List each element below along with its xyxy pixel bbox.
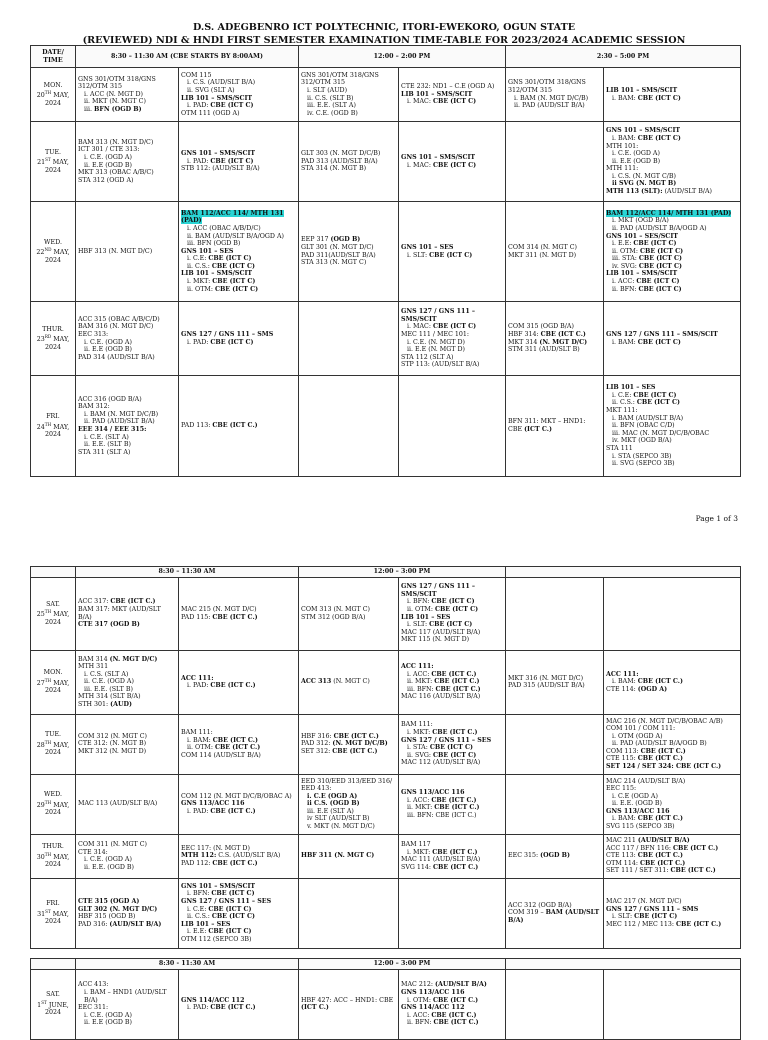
day-cell: MON. 20TH MAY, 2024 <box>31 68 76 122</box>
day-cell: THUR. 30TH MAY, 2024 <box>31 834 76 878</box>
table-row <box>31 878 741 948</box>
schedule-cell <box>506 969 604 1039</box>
schedule-cell: HBF 427: ACC – HND1: CBE (ICT C.) <box>299 969 399 1039</box>
table-row <box>31 68 741 122</box>
schedule-cell <box>506 714 604 774</box>
schedule-cell: BAM 111: i. MKT: CBE (ICT C.) GNS 127 / GNS 111 – SES i. STA: CBE (ICT C) ii. SVG: CBE (ICT C) MAC 112 (AUD/SLT B/A) <box>399 714 506 774</box>
table-row <box>31 774 741 834</box>
schedule-cell <box>299 302 399 376</box>
schedule-cell: BAM 112/ACC 114/ MTH 131 (PAD) i. MKT (OGD B/A) ii. PAD (AUD/SLT B/A/OGD A) GNS 101 – SES/SCIT i. E.E: CBE (ICT C) ii. OTM: CBE (ICT C) iii. STA: CBE (ICT C) iv. SVG: CBE (ICT C) LIB 101 – SMS/SCIT i. ACC: CBE (ICT C) ii. BFN: CBE (ICT C) <box>604 202 741 302</box>
schedule-cell: EEC 117: (N. MGT D) MTH 112: C.S. (AUD/SLT B/A) PAD 112: CBE (ICT C.) <box>179 834 299 878</box>
schedule-cell: EEP 317 (OGD B) GLT 301 (N. MGT D/C) PAD 311(AUD/SLT B/A) STA 313 (N. MGT C) <box>299 202 399 302</box>
schedule-cell: GNS 301/OTM 318/GNS 312/OTM 315 i. BAM (N. MGT D/C/B) ii. PAD (AUD/SLT B/A) <box>506 68 604 122</box>
table-row <box>31 302 741 376</box>
schedule-cell <box>399 878 506 948</box>
table-header-row <box>31 959 741 970</box>
day-cell: TUE. 21ST MAY, 2024 <box>31 122 76 202</box>
schedule-cell: ACC 313 (N. MGT C) <box>299 650 399 714</box>
schedule-cell: MAC 217 (N. MGT D/C) GNS 127 / GNS 111 – SMS i. SLT: CBE (ICT C) MEC 112 / MEC 113: CBE (ICT C.) <box>604 878 741 948</box>
schedule-cell: GNS 301/OTM 318/GNS 312/OTM 315 i. ACC (N. MGT D) ii. MKT (N. MGT C) iii. BFN (OGD B) <box>76 68 179 122</box>
schedule-cell <box>604 577 741 650</box>
schedule-cell <box>506 774 604 834</box>
schedule-cell: HBF 316: CBE (ICT C.) PAD 312: (N. MGT D/C/B) SET 312: CBE (ICT C.) <box>299 714 399 774</box>
schedule-cell: GNS 101 – SMS/SCIT i. BFN: CBE (ICT C) GNS 127 / GNS 111 – SES i. C.E: CBE (ICT C) ii. C.S.: CBE (ICT C) LIB 101 – SES i. E.E: CBE (ICT C) OTM 112 (SEPCO 3B) <box>179 878 299 948</box>
table-row <box>31 650 741 714</box>
session-3-header <box>506 959 741 970</box>
schedule-cell: ACC 315 (OBAC A/B/C/D) BAM 316 (N. MGT D/C) EEC 313: i. C.E. (OGD A) ii. E.E (OGD B) PAD 314 (AUD/SLT B/A) <box>76 302 179 376</box>
schedule-cell: MAC 215 (N. MGT D/C) PAD 115: CBE (ICT C.) <box>179 577 299 650</box>
schedule-cell: COM 311 (N. MGT C) CTE 314: i. C.E. (OGD A) ii. E.E. (OGD B) <box>76 834 179 878</box>
day-cell: FRI. 24TH MAY, 2024 <box>31 376 76 477</box>
schedule-cell: HBF 311 (N. MGT C) <box>299 834 399 878</box>
day-cell: WED. 22ND MAY, 2024 <box>31 202 76 302</box>
schedule-cell: GNS 101 – SMS/SCIT i. PAD: CBE (ICT C) STB 112: (AUD/SLT B/A) <box>179 122 299 202</box>
table-row <box>31 202 741 302</box>
schedule-cell: GNS 127 / GNS 111 – SMS i. PAD: CBE (ICT C) <box>179 302 299 376</box>
day-cell: TUE. 28TH MAY, 2024 <box>31 714 76 774</box>
schedule-cell: GNS 101 – SES i. SLT: CBE (ICT C) <box>399 202 506 302</box>
table-row <box>31 122 741 202</box>
session-3-header: 2:30 – 5:00 PM <box>506 46 741 68</box>
schedule-cell: CTE 232: ND1 – C.E (OGD A) LIB 101 – SMS/SCIT i. MAC: CBE (ICT C) <box>399 68 506 122</box>
schedule-cell: MAC 212: (AUD/SLT B/A) GNS 113/ACC 116 i. OTM: CBE (ICT C.) GNS 114/ACC 112 i. ACC: CBE (ICT C.) ii. BFN: CBE (ICT C.) <box>399 969 506 1039</box>
schedule-cell: BAM 314 (N. MGT D/C) MTH 311 i. C.S. (SLT A) ii. C.E. (OGD A) iii. E.E. (SLT B) MTH 314 (SLT B/A) STH 301: (AUD) <box>76 650 179 714</box>
schedule-cell: COM 312 (N. MGT C) CTE 312: (N. MGT B) MKT 312 (N. MGT D) <box>76 714 179 774</box>
schedule-cell: BAM 111: i. BAM: CBE (ICT C.) ii. OTM: CBE (ICT C.) COM 114 (AUD/SLT B/A) <box>179 714 299 774</box>
day-cell: MON. 27TH MAY, 2024 <box>31 650 76 714</box>
schedule-cell: GNS 101 – SMS/SCIT i. BAM: CBE (ICT C) MTH 101: i. C.E. (OGD A) ii. E.E (OGD B) MTH 111: i. C.S. (N. MGT C/B) ii SVG (N. MGT B) MTH 113 (SLT): (AUD/SLT B/A) <box>604 122 741 202</box>
page-number: Page 1 of 3 <box>695 514 738 523</box>
timetable-week-3 <box>30 958 741 1040</box>
table-row <box>31 969 741 1039</box>
table-header-row <box>31 567 741 578</box>
schedule-cell: MAC 214 (AUD/SLT B/A) EEC 115: i. C.E (OGD A) ii. E.E. (OGD B) GNS 113/ACC 116 i. BAM: CBE (ICT C.) SVG 115 (SEPCO 3B) <box>604 774 741 834</box>
schedule-cell <box>299 878 399 948</box>
schedule-cell <box>399 376 506 477</box>
schedule-cell: ACC 312 (OGD B/A) COM 319 – BAM (AUD/SLT B/A) <box>506 878 604 948</box>
schedule-cell: BAM 313 (N. MGT D/C) ICT 301 / CTE 313: i. C.E. (OGD A) ii. E.E (OGD B) MKT 313 (OBAC A/B/C) STA 312 (OGD A) <box>76 122 179 202</box>
session-2-header: 12:00 – 3:00 PM <box>299 959 506 970</box>
schedule-cell: COM 112 (N. MGT D/C/B/OBAC A) GNS 113/ACC 116 i. PAD: CBE (ICT C.) <box>179 774 299 834</box>
day-cell: FRI. 31ST MAY, 2024 <box>31 878 76 948</box>
schedule-cell: BFN 311: MKT – HND1: CBE (ICT C.) <box>506 376 604 477</box>
schedule-cell: BAM 112/ACC 114/ MTH 131 (PAD) i. ACC (OBAC A/B/D/C) ii. BAM (AUD/SLT B/A/OGD A) iii. BFN (OGD B) GNS 101 – SES i. C.E: CBE (ICT C) ii. C.S.: CBE (ICT C) LIB 101 – SMS/SCIT i. MKT: CBE (ICT C) ii. OTM: CBE (ICT C) <box>179 202 299 302</box>
timetable-title: (REVIEWED) NDI & HNDI FIRST SEMESTER EXAMINATION TIME-TABLE FOR 2023/2024 ACADEMIC SESSION <box>82 34 686 46</box>
date-time-header <box>31 567 76 578</box>
schedule-cell: PAD 113: CBE (ICT C.) <box>179 376 299 477</box>
schedule-cell: COM 115 i. C.S. (AUD/SLT B/A) ii. SVG (SLT A) LIB 101 – SMS/SCIT i. PAD: CBE (ICT C) OTM 111 (OGD A) <box>179 68 299 122</box>
timetable-week-2 <box>30 566 741 949</box>
session-1-header: 8:30 - 11:30 AM <box>76 959 299 970</box>
session-3-header <box>506 567 741 578</box>
table-header-row <box>31 46 741 68</box>
date-time-header <box>31 959 76 970</box>
schedule-cell: ACC 111: i. BAM: CBE (ICT C.) CTE 114: (OGD A) <box>604 650 741 714</box>
timetable-week-1 <box>30 45 741 477</box>
schedule-cell: GLT 303 (N. MGT D/C/B) PAD 313 (AUD/SLT B/A) STA 314 (N. MGT B) <box>299 122 399 202</box>
schedule-cell: COM 314 (N. MGT C) MKT 311 (N. MGT D) <box>506 202 604 302</box>
schedule-cell: BAM 117 i. MKT: CBE (ICT C.) MAC 111 (AUD/SLT B/A) SVG 114: CBE (ICT C.) <box>399 834 506 878</box>
schedule-cell: GNS 127 / GNS 111 – SMS/SCIT i. BAM: CBE (ICT C) <box>604 302 741 376</box>
institution-title: D.S. ADEGBENRO ICT POLYTECHNIC, ITORI-EWEKORO, OGUN STATE <box>192 22 576 33</box>
schedule-cell: LIB 101 – SMS/SCIT i. BAM: CBE (ICT C) <box>604 68 741 122</box>
schedule-cell: EED 310/EED 313/EED 316/ EED 413: i. C.E (OGD A) ii C.S. (OGD B) iii. E.E (SLT A) iv SLT (AUD/SLT B) v. MKT (N. MGT D/C) <box>299 774 399 834</box>
schedule-cell: CTE 315 (OGD A) GLT 302 (N. MGT D/C) HBF 315 (OGD B) PAD 316: (AUD/SLT B/A) <box>76 878 179 948</box>
schedule-cell: ACC 316 (OGD B/A) BAM 312: i. BAM (N. MGT D/C/B) ii. PAD (AUD/SLT B/A) EEE 314 / EEE 315: i. C.E. (SLT A) ii. E.E. (SLT B) STA 311 (SLT A) <box>76 376 179 477</box>
date-time-header: DATE/ TIME <box>31 46 76 68</box>
session-2-header: 12:00 – 3:00 PM <box>299 567 506 578</box>
schedule-cell: GNS 113/ACC 116 i. ACC: CBE (ICT C.) ii. MKT: CBE (ICT C.) iii. BFN: CBE (ICT C.) <box>399 774 506 834</box>
schedule-cell <box>506 122 604 202</box>
table-row <box>31 376 741 477</box>
day-cell: SAT. 1ST JUNE, 2024 <box>31 969 76 1039</box>
schedule-cell: GNS 127 / GNS 111 – SMS/SCIT i. BFN: CBE (ICT C) ii. OTM: CBE (ICT C) LIB 101 – SES i. SLT: CBE (ICT C) MAC 117 (AUD/SLT B/A) MKT 115 (N. MGT D) <box>399 577 506 650</box>
day-cell: SAT. 25TH MAY, 2024 <box>31 577 76 650</box>
schedule-cell <box>604 969 741 1039</box>
schedule-cell: ACC 111: i. ACC: CBE (ICT C.) ii. MKT: CBE (ICT C.) iii. BFN: CBE (ICT C.) MAC 116 (AUD/SLT B/A) <box>399 650 506 714</box>
session-2-header: 12:00 – 2:00 PM <box>299 46 506 68</box>
table-row <box>31 577 741 650</box>
schedule-cell: HBF 313 (N. MGT D/C) <box>76 202 179 302</box>
schedule-cell: MKT 316 (N. MGT D/C) PAD 315 (AUD/SLT B/A) <box>506 650 604 714</box>
schedule-cell: MAC 216 (N. MGT D/C/B/OBAC A/B) COM 101 / COM 111: i. OTM (OGD A) ii. PAD (AUD/SLT B/A/OGD B) COM 113: CBE (ICT C.) CTE 115: CBE (ICT C.) SET 124 / SET 324: CBE (ICT C.) <box>604 714 741 774</box>
schedule-cell: COM 313 (N. MGT C) STM 312 (OGD B/A) <box>299 577 399 650</box>
table-row <box>31 834 741 878</box>
document-header <box>0 0 768 47</box>
session-1-header: 8:30 – 11:30 AM <box>76 567 299 578</box>
schedule-cell: GNS 127 / GNS 111 – SMS/SCIT i. MAC: CBE (ICT C) MEC 111 / MEC 101: i. C.E. (N. MGT D) ii. E.E (N. MGT D) STA 112 (SLT A) STP 113: (AUD/SLT B/A) <box>399 302 506 376</box>
day-cell: WED. 29TH MAY, 2024 <box>31 774 76 834</box>
schedule-cell: MAC 211 (AUD/SLT B/A) ACC 117 / BFN 116: CBE (ICT C.) CTE 113: CBE (ICT C.) OTM 114: CBE (ICT C.) SET 111 / SET 311: CBE (ICT C.) <box>604 834 741 878</box>
schedule-cell: EEC 315: (OGD B) <box>506 834 604 878</box>
schedule-cell: ACC 413: i. BAM – HND1 (AUD/SLT B/A) EEC 311: i. C.E. (OGD A) ii. E.E (OGD B) <box>76 969 179 1039</box>
schedule-cell: GNS 101 – SMS/SCIT i. MAC: CBE (ICT C) <box>399 122 506 202</box>
schedule-cell: GNS 301/OTM 318/GNS 312/OTM 315 i. SLT (AUD) ii. C.S. (SLT B) iii. E.E. (SLT A) iv. C.E. (OGD B) <box>299 68 399 122</box>
schedule-cell: LIB 101 – SES i. C.E: CBE (ICT C) ii. C.S.: CBE (ICT C) MKT 111: i. BAM (AUD/SLT B/A) ii. BFN (OBAC C/D) iii. MAC (N. MGT D/C/B/OBAC iv. MKT (OGD B/A) STA 111 i. STA (SEPCO 3B) ii. SVG (SEPCO 3B) <box>604 376 741 477</box>
table-row <box>31 714 741 774</box>
schedule-cell: ACC 317: CBE (ICT C.) BAM 317: MKT (AUD/SLT B/A) CTE 317 (OGD B) <box>76 577 179 650</box>
schedule-cell: MAC 113 (AUD/SLT B/A) <box>76 774 179 834</box>
schedule-cell: GNS 114/ACC 112 i. PAD: CBE (ICT C.) <box>179 969 299 1039</box>
session-1-header: 8:30 – 11:30 AM (CBE STARTS BY 8:00AM) <box>76 46 299 68</box>
schedule-cell: ACC 111: i. PAD: CBE (ICT C.) <box>179 650 299 714</box>
schedule-cell: COM 315 (OGD B/A) HBF 314: CBE (ICT C.) MKT 314 (N. MGT D/C) STM 311 (AUD/SLT B) <box>506 302 604 376</box>
schedule-cell <box>506 577 604 650</box>
schedule-cell <box>299 376 399 477</box>
day-cell: THUR. 23RD MAY, 2024 <box>31 302 76 376</box>
